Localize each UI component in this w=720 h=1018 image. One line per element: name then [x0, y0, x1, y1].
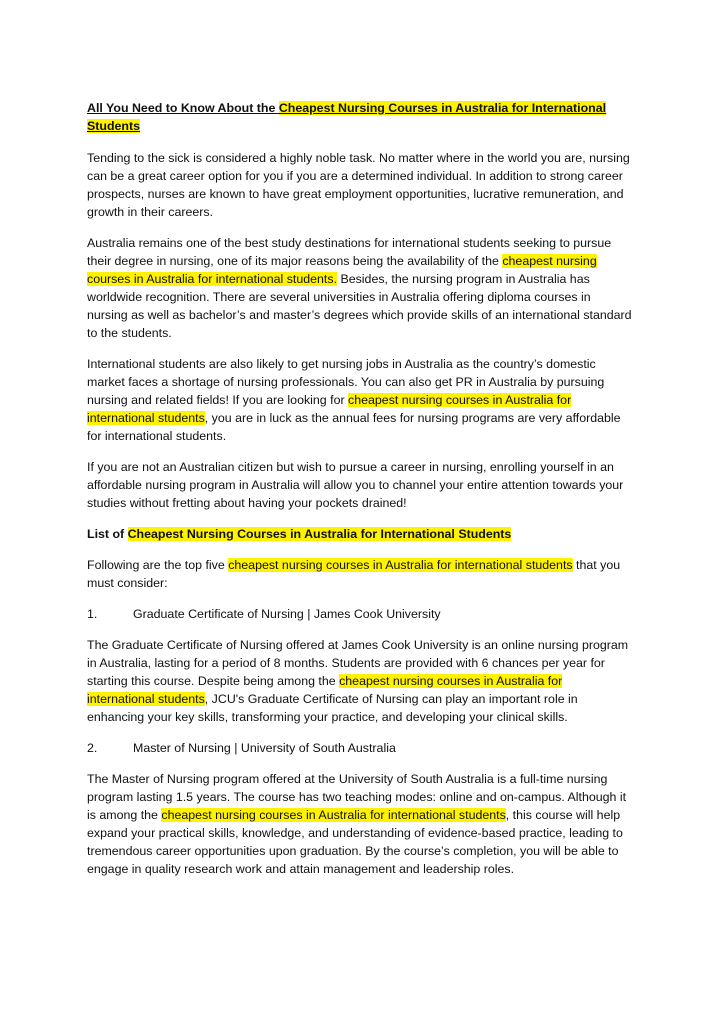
list-item-number: 2. [87, 741, 98, 755]
list-item-text: Graduate Certificate of Nursing | James Cook University [133, 607, 441, 621]
title-highlight: Cheapest Nursing Courses in Australia for International Students [87, 101, 607, 133]
list-heading-highlight: Cheapest Nursing Courses in Australia for International Students [127, 527, 512, 541]
list-item-text: Master of Nursing | University of South Australia [133, 741, 396, 755]
paragraph-australia: Australia remains one of the best study destinations for international students seeking to pursue their degree in nursing, one of its major reasons being the availability of the cheapest nursing courses in Australia for international students. Besides, the nursing program in Australia has worldwide recognition. There are several universities in Australia offering diploma courses in nursing as well as bachelor’s and master’s degrees which provide skills of an international standard to the students. [87, 236, 632, 340]
paragraph-citizen: If you are not an Australian citizen but wish to pursue a career in nursing, enrolling yourself in an affordable nursing program in Australia will allow you to channel your entire attention towards your studies without fretting about having your pockets drained! [87, 460, 624, 510]
title-prefix: All You Need to Know About the [87, 101, 279, 115]
paragraph-intro: Tending to the sick is considered a highly noble task. No matter where in the world you are, nursing can be a great career option for you if you are a determined individual. In addition to strong career prospects, nurses are known to have great employment opportunities, lucrative remuneration, and growth in their careers. [87, 151, 630, 219]
list-item-number: 1. [87, 607, 98, 621]
document-title [87, 99, 632, 135]
paragraph-jcu: The Graduate Certificate of Nursing offered at James Cook University is an online nursing program in Australia, lasting for a period of 8 months. Students are provided with 6 chances per year for starting this course. Despite being among the cheapest nursing courses in Australia for international students, JCU's Graduate Certificate of Nursing can play an important role in enhancing your key skills, transforming your practice, and developing your clinical skills. [87, 638, 629, 724]
list-item-2 [87, 739, 632, 757]
paragraph-following: Following are the top five cheapest nursing courses in Australia for international students that you must consider: [87, 558, 621, 590]
highlight-link[interactable]: cheapest nursing courses in Australia for international students [228, 558, 573, 572]
highlight-link[interactable]: cheapest nursing courses in Australia for international students. [87, 254, 597, 286]
highlight-link[interactable]: cheapest nursing courses in Australia for international students [161, 808, 506, 822]
highlight-link[interactable]: cheapest nursing courses in Australia for international students [87, 393, 572, 425]
paragraph-unisa: The Master of Nursing program offered at the University of South Australia is a full-time nursing program lasting 1.5 years. The course has two teaching modes: online and on-campus. Although it is among the cheapest nursing courses in Australia for international students, this course will help expand your practical skills, knowledge, and understanding of evidence-based practice, leading to tremendous career opportunities upon graduation. By the course’s completion, you will be able to engage in quality research work and attain management and leadership roles. [87, 772, 627, 876]
list-heading: List of Cheapest Nursing Courses in Australia for International Students [87, 527, 512, 541]
paragraph-jobs: International students are also likely to get nursing jobs in Australia as the country’s domestic market faces a shortage of nursing professionals. You can also get PR in Australia by pursuing nursing and related fields! If you are looking for cheapest nursing courses in Australia for international students, you are in luck as the annual fees for nursing programs are very affordable for international students. [87, 357, 621, 443]
highlight-link[interactable]: cheapest nursing courses in Australia for international students [87, 674, 563, 706]
list-item-1 [87, 605, 632, 623]
